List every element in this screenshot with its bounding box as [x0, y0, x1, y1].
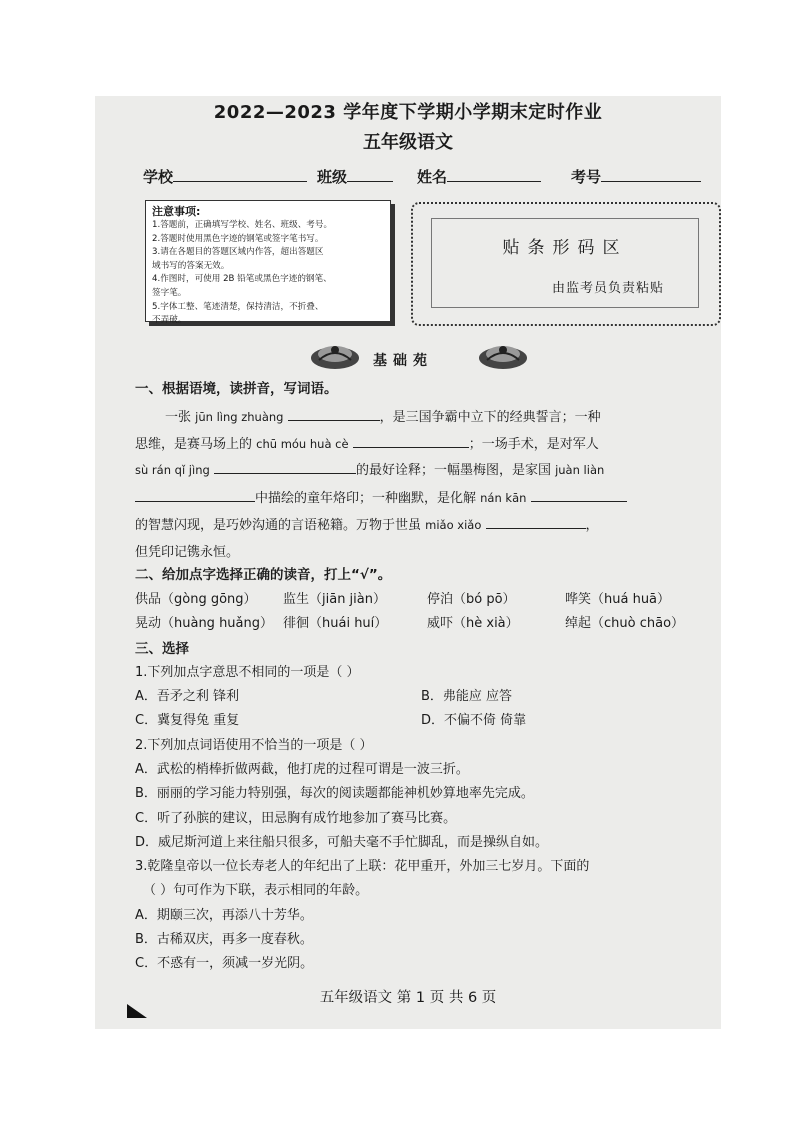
q2-option[interactable]: 哗笑（huá huā） — [565, 592, 671, 607]
q1-pinyin: chū móu huà cè — [256, 437, 349, 451]
notes-item: 1.答题前，正确填写学校、姓名、班级、考号。 — [152, 220, 333, 230]
q3-stem-3: 3.乾隆皇帝以一位长寿老人的年纪出了上联：花甲重开，外加三七岁月。下面的 — [135, 859, 590, 874]
q2-option[interactable]: 监生（jiān jiàn） — [283, 592, 386, 607]
q3-option[interactable]: A．吾矛之利 锋利 — [135, 689, 240, 704]
q1-text: ；一场手术，是对军人 — [468, 437, 599, 452]
q1-pinyin: jūn lìng zhuàng — [195, 410, 284, 424]
notes-item: 不弄破。 — [152, 315, 187, 326]
notes-item: 3.请在各题目的答题区域内作答，超出答题区 — [152, 247, 324, 258]
q1-blank[interactable] — [214, 461, 356, 474]
q2-heading: 二、给加点字选择正确的读音，打上“√”。 — [135, 567, 392, 583]
q3-option[interactable]: C．冀复得兔 重复 — [135, 713, 240, 728]
notes-item: 5.字体工整、笔迹清楚，保持清洁，不折叠、 — [152, 301, 324, 312]
q3-option[interactable]: B．弗能应 应答 — [421, 689, 513, 704]
q3-heading: 三、选择 — [135, 641, 189, 657]
q1-text: 思维，是赛马场上的 — [135, 437, 257, 452]
class-blank[interactable] — [347, 167, 393, 182]
q1-text: 的最好诠释；一幅墨梅图，是家国 — [355, 463, 556, 478]
name-blank[interactable] — [447, 167, 541, 182]
q1-text: 的智慧闪现，是巧妙沟通的言语秘籍。万物于世虽 — [135, 518, 426, 533]
school-blank[interactable] — [173, 167, 307, 182]
exam-sheet — [95, 96, 721, 1029]
q3-option[interactable]: A．武松的梢棒折做两截，他打虎的过程可谓是一波三折。 — [135, 762, 469, 777]
q3-option[interactable]: D．威尼斯河道上来往船只很多，可船夫毫不手忙脚乱，而是操纵自如。 — [135, 835, 549, 850]
q3-option[interactable]: D．不偏不倚 倚靠 — [421, 713, 527, 728]
q1-blank[interactable] — [486, 516, 586, 529]
school-label: 学校 — [143, 168, 174, 186]
q1-text: ，是三国争霸中立下的经典誓言；一种 — [379, 410, 601, 425]
q1-blank[interactable] — [353, 435, 469, 448]
exam-no-field — [571, 166, 701, 187]
q1-line-6: 但凭印记镌永恒。 — [135, 545, 240, 560]
q1-blank[interactable] — [288, 408, 380, 421]
exam-title: 2022—2023 学年度下学期小学期末定时作业 — [213, 102, 603, 123]
exam-no-label: 考号 — [571, 168, 602, 186]
exam-no-blank[interactable] — [601, 167, 701, 182]
q1-text: 中描绘的童年烙印；一种幽默，是化解 — [255, 491, 481, 506]
exam-subtitle: 五年级语文 — [363, 132, 453, 153]
notes-item: 签字笔。 — [152, 287, 187, 298]
notes-item: 域书写的答案无效。 — [152, 260, 230, 271]
q2-option[interactable]: 停泊（bó pō） — [427, 592, 516, 607]
q2-option[interactable]: 威吓（hè xià） — [427, 616, 519, 631]
name-field — [417, 166, 541, 187]
page-footer: 五年级语文 第 1 页 共 6 页 — [319, 990, 497, 1006]
notes-title: 注意事项: — [152, 205, 201, 218]
q1-line-5 — [135, 514, 599, 533]
q1-line-1 — [165, 406, 601, 425]
q1-text: ， — [585, 518, 599, 533]
q1-line-3 — [135, 459, 604, 478]
q3-option[interactable]: C．不惑有一，须减一岁光阴。 — [135, 956, 314, 971]
q3-stem-2: 2.下列加点词语使用不恰当的一项是（ ） — [135, 738, 373, 753]
q3-option[interactable]: B．古稀双庆，再多一度春秋。 — [135, 932, 313, 947]
class-label: 班级 — [317, 168, 348, 186]
q3-option[interactable]: C．听了孙膑的建议，田忌胸有成竹地参加了赛马比赛。 — [135, 811, 457, 826]
q2-option[interactable]: 绰起（chuò chāo） — [565, 616, 685, 631]
q2-option[interactable]: 徘徊（huái huí） — [283, 616, 388, 631]
barcode-area — [411, 202, 721, 326]
q1-line-4 — [135, 487, 627, 506]
q1-text: 一张 — [165, 410, 196, 425]
name-label: 姓名 — [417, 168, 448, 186]
barcode-subtitle: 由监考员负责粘贴 — [552, 281, 665, 296]
q1-heading: 一、根据语境，读拼音，写词语。 — [135, 381, 338, 397]
q1-pinyin: miǎo xiǎo — [425, 518, 482, 532]
barcode-title: 贴条形码区 — [502, 238, 628, 258]
q1-pinyin: sù rán qǐ jìng — [135, 463, 210, 477]
q1-blank[interactable] — [531, 489, 627, 502]
school-field — [143, 166, 307, 187]
q1-line-2 — [135, 433, 599, 452]
notes-item: 2.答题时使用黑色字迹的钢笔或签字笔书写。 — [152, 233, 324, 244]
q1-pinyin: nán kān — [480, 491, 527, 505]
barcode-inner-frame — [431, 218, 699, 308]
q3-option[interactable]: B．丽丽的学习能力特别强，每次的阅读题都能神机妙算地率先完成。 — [135, 786, 534, 801]
notes-item: 4.作图时，可使用 2B 铅笔或黑色字迹的钢笔、 — [152, 274, 332, 285]
notes-box — [145, 200, 391, 326]
q1-pinyin: juàn liàn — [555, 463, 605, 477]
class-field — [317, 166, 393, 187]
q3-stem-1: 1.下列加点字意思不相同的一项是（ ） — [135, 665, 360, 680]
section-title: 基础苑 — [373, 353, 433, 369]
q2-option[interactable]: 供品（gòng gōng） — [135, 592, 257, 607]
q1-blank[interactable] — [135, 489, 255, 502]
corner-triangle-icon — [127, 1004, 147, 1018]
q3-stem-3-cont: （ ）句可作为下联，表示相同的年龄。 — [143, 883, 369, 898]
q2-option[interactable]: 晃动（huàng huǎng） — [135, 616, 274, 631]
q3-option[interactable]: A．期颐三次，再添八十芳华。 — [135, 908, 313, 923]
